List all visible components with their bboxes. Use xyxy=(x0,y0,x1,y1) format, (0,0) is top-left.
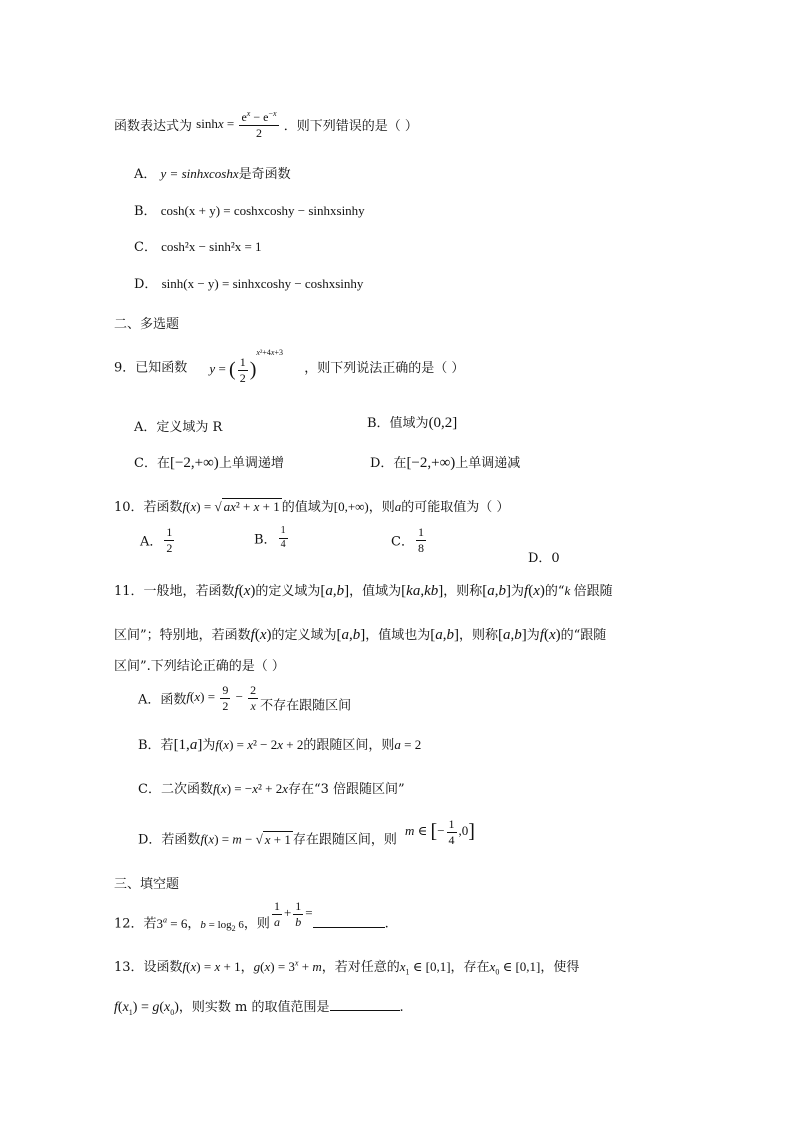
q11-ab-1: [a,b] xyxy=(320,583,350,599)
q12-expr: $\frac{1}{a}$ + $\frac{1}{b}$ = xyxy=(273,899,313,929)
q11-k: k xyxy=(564,583,574,598)
q10-var: a xyxy=(394,499,402,514)
q13-g: $g(x) = 3^x + m$ xyxy=(253,958,322,974)
q8-option-a-label: A． xyxy=(134,167,157,182)
q11-option-d xyxy=(138,818,475,848)
q10-line1 xyxy=(114,496,509,515)
q11-fx-1: f(x) xyxy=(234,583,256,599)
q11-option-d-label: D．若函数 xyxy=(138,832,201,848)
q13-intro: 13．设函数 xyxy=(114,960,183,975)
q9-option-a: A．定义域为 R xyxy=(134,420,223,435)
section-fill-in-blank: 三、填空题 xyxy=(114,877,180,892)
q11-l2c: ，值域也为 xyxy=(365,628,431,643)
q8-option-c-math: cosh²x − sinh²x = 1 xyxy=(161,239,262,254)
q11-line3: 区间”.下列结论正确的是（ ） xyxy=(114,659,285,674)
q11-option-c-text: 存在“3 倍跟随区间” xyxy=(288,782,405,797)
q13-line2 xyxy=(114,996,404,1017)
q11-l1d: ，则称 xyxy=(443,584,483,599)
q11-option-c-label: C．二次函数 xyxy=(138,782,213,797)
q11-line2 xyxy=(114,624,606,644)
q10-option-a xyxy=(140,526,176,554)
q12-eq2: b = log2 6 xyxy=(200,918,244,933)
q9-option-c xyxy=(134,452,284,472)
q8-option-a-text: 是奇函数 xyxy=(238,167,291,182)
q10-option-c-frac: $\frac{1}{8}$ xyxy=(417,525,424,555)
q11-option-b-text: 的跟随区间，则 xyxy=(303,738,395,753)
section-multiple-choice: 二、多选题 xyxy=(114,317,180,332)
q9-option-b-math: (0,2] xyxy=(428,415,458,431)
q12-line xyxy=(114,900,389,933)
q11-line1 xyxy=(114,580,613,600)
q10-option-c xyxy=(391,526,428,554)
q10-option-b-label: B． xyxy=(254,532,277,548)
q11-option-b-result: a = 2 xyxy=(394,737,422,752)
q11-option-c xyxy=(138,778,405,797)
q11-fx-3: f(x) xyxy=(250,627,272,643)
q9-option-c-math: [−2,+∞) xyxy=(169,455,219,471)
q10-formula: f(x) = √ ax² + x + 1 xyxy=(182,499,280,514)
q10-range: [0,+∞) xyxy=(333,499,369,514)
q13-f: f(x) = x + 1 xyxy=(182,959,241,974)
q8-option-c-label: C． xyxy=(134,240,157,255)
q11-ab-4: [a,b] xyxy=(430,627,460,643)
q11-option-d-text: 存在跟随区间，则 xyxy=(292,832,397,848)
q9-option-d-label: D．在 xyxy=(370,456,407,471)
q12-sep: ， xyxy=(187,916,201,932)
q9-formula: y = ( $\frac{1}{2}$ )$^{x^2+4x+3}$ xyxy=(209,348,283,385)
q10-option-d: D．0 xyxy=(528,551,560,566)
q10-option-b-frac: $\frac{1}{4}$ xyxy=(280,525,286,550)
q11-ab-3: [a,b] xyxy=(336,627,366,643)
q8-option-b-label: B． xyxy=(134,204,157,219)
q11-option-b-interval: [1,a] xyxy=(173,737,203,753)
q11-option-b-math: f(x) = x² − 2x + 2 xyxy=(215,737,304,752)
q8-formula: sinhx = $\frac{e^x - e^{-x}}{2}$ xyxy=(196,109,277,140)
q8-option-b-math: cosh(x + y) = coshxcoshy − sinhxsinhy xyxy=(160,203,365,218)
q12-eq1: $3^a = 6$ xyxy=(156,915,188,931)
q8-line1 xyxy=(114,110,418,139)
q11-l1c: ，值域为 xyxy=(349,584,402,599)
q11-option-d-range: m ∈ [− $\frac{1}{4}$ ,0] xyxy=(405,817,475,847)
q8-option-b xyxy=(134,200,365,219)
q11-option-c-math: f(x) = −x² + 2x xyxy=(212,781,288,796)
q11-l2f: 的“跟随 xyxy=(560,628,607,643)
q11-option-b xyxy=(138,734,421,754)
q13-answer-blank[interactable] xyxy=(330,998,400,1011)
q9-option-d xyxy=(370,452,520,472)
q13-x1: $x_1$ ∈ [0,1] xyxy=(399,959,451,977)
q13-mid: ，若对任意的 xyxy=(321,960,400,975)
q13-tail: . xyxy=(399,1000,404,1015)
q9-line1 xyxy=(114,348,464,384)
q10-intro: 10．若函数 xyxy=(114,500,183,515)
q11-option-a xyxy=(138,684,351,714)
q11-fx-2: f(x) xyxy=(524,583,545,599)
q9-tail: ，则下列说法正确的是（ ） xyxy=(304,360,465,376)
q11-l2d: ，则称 xyxy=(459,628,499,643)
q9-option-b-label: B．值域为 xyxy=(367,416,429,431)
q11-option-b-mid: 为 xyxy=(202,738,216,753)
q12-answer-blank[interactable] xyxy=(313,915,385,928)
q11-l2a: 区间”；特别地，若函数 xyxy=(114,628,251,643)
q10-option-a-frac: $\frac{1}{2}$ xyxy=(166,525,173,555)
q10-option-c-label: C． xyxy=(391,534,414,550)
q8-intro: 函数表达式为 xyxy=(114,119,193,135)
q9-option-d-text: 上单调递减 xyxy=(455,456,521,471)
q11-option-a-text: 不存在跟随区间 xyxy=(260,698,352,714)
q11-option-a-math: f(x) = $\frac{9}{2}$ − $\frac{2}{x}$ xyxy=(186,683,257,713)
q13-mid3: ，使得 xyxy=(540,960,580,975)
q10-tail2: 的可能取值为（ ） xyxy=(401,500,510,515)
q11-l2e: 为 xyxy=(526,628,540,643)
q8-option-d-math: sinh(x − y) = sinhxcoshy − coshxsinhy xyxy=(161,276,364,291)
q13-mid2: ，存在 xyxy=(450,960,490,975)
q11-l1f: 的“ xyxy=(544,584,565,599)
q9-intro: 9．已知函数 xyxy=(114,360,188,376)
q8-option-d xyxy=(134,273,363,292)
q12-tail: . xyxy=(384,916,389,932)
q8-option-a-math: y = sinhxcoshx xyxy=(160,166,239,181)
q11-l1b: 的定义域为 xyxy=(255,584,321,599)
q11-kakb: [ka,kb] xyxy=(401,583,444,599)
q12-mid: ，则 xyxy=(243,916,270,932)
q11-fx-4: f(x) xyxy=(539,627,561,643)
q8-formula-den: 2 xyxy=(255,125,262,140)
q11-l1g: 倍跟随 xyxy=(573,584,613,599)
q10-option-b xyxy=(254,526,290,550)
q10-option-a-label: A． xyxy=(140,534,163,550)
q11-ab-5: [a,b] xyxy=(498,627,527,643)
q8-option-d-label: D． xyxy=(134,277,158,292)
q8-option-c xyxy=(134,236,262,255)
q13-x0: $x_0$ ∈ [0,1] xyxy=(489,959,541,977)
q9-option-d-math: [−2,+∞) xyxy=(406,455,456,471)
q11-l1e: 为 xyxy=(511,584,525,599)
q9-option-c-text: 上单调递增 xyxy=(218,456,284,471)
q8-option-a xyxy=(134,163,291,182)
q13-line1 xyxy=(114,956,579,977)
q8-tail: ．则下列错误的是（ ） xyxy=(283,119,418,135)
q13-eq: $f(x_1) = g(x_0)$ xyxy=(114,1000,179,1017)
q10-tail1: ，则 xyxy=(368,500,395,515)
q11-option-a-label: A．函数 xyxy=(138,692,187,708)
q11-ab-2: [a,b] xyxy=(482,583,512,599)
q11-option-b-label: B．若 xyxy=(138,738,174,753)
q13-sep: ， xyxy=(240,960,254,975)
q9-option-b xyxy=(367,412,457,432)
q12-intro: 12．若 xyxy=(114,916,157,932)
q9-option-c-label: C．在 xyxy=(134,456,170,471)
q10-mid: 的值域为 xyxy=(281,500,334,515)
q11-l2b: 的定义域为 xyxy=(271,628,337,643)
q11-l1a: 11．一般地，若函数 xyxy=(114,584,235,599)
q8-formula-lhs: sinh xyxy=(196,115,218,131)
q11-option-d-math: f(x) = m − √ x + 1 xyxy=(200,831,291,847)
q13-l2: ，则实数 m 的取值范围是 xyxy=(178,1000,330,1015)
